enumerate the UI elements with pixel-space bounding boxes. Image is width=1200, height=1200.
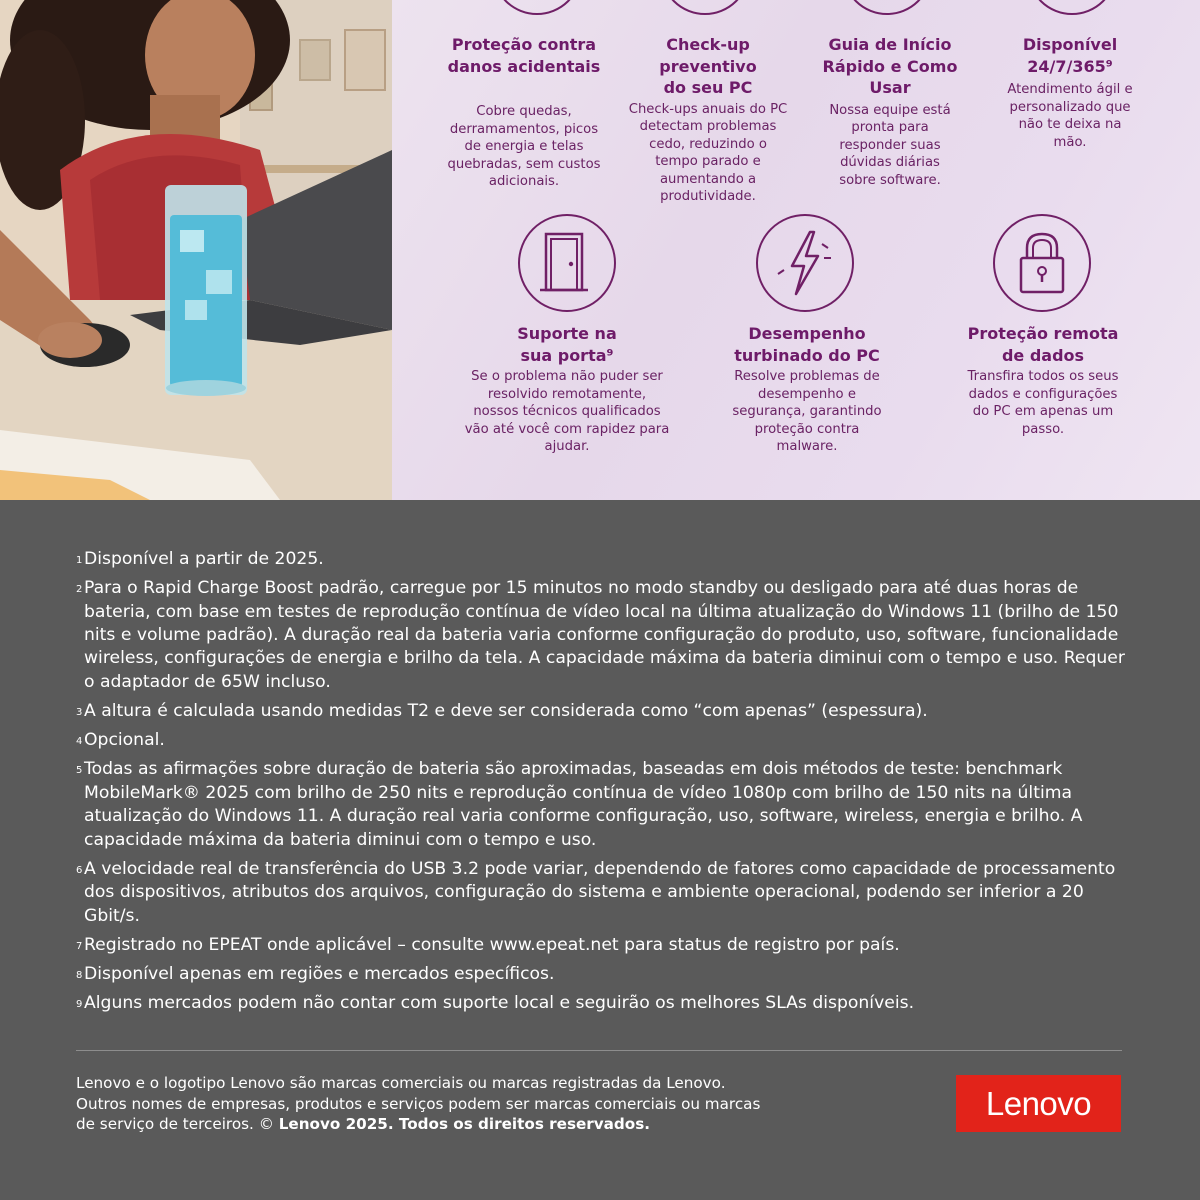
feature-desc: Transfira todos os seus dados e configurações do PC em apenas um passo.	[967, 369, 1119, 437]
footnote-number: 6	[76, 864, 83, 876]
feature-desc: Atendimento ágil e personalizado que não te deixa na mão.	[1007, 82, 1133, 150]
legal-line: Lenovo e o logotipo Lenovo são marcas comerciais ou marcas registradas da Lenovo.	[76, 1074, 726, 1092]
footnote-text: Registrado no EPEAT onde aplicável – consulte www.epeat.net para status de registro por país.	[84, 934, 900, 955]
footnote-number: 3	[76, 707, 83, 719]
feature-title: Guia de Início Rápido e Como Usar	[822, 35, 958, 97]
footnote-number: 4	[76, 736, 83, 748]
footnote-text: Alguns mercados podem não contar com suporte local e seguirão os melhores SLAs disponíveis.	[84, 993, 915, 1014]
footnote	[76, 700, 1136, 723]
logo-text: Lenovo	[985, 1084, 1092, 1122]
footnote	[76, 577, 1136, 694]
legal-line: Outros nomes de empresas, produtos e serviços podem ser marcas comerciais ou marcas	[76, 1094, 761, 1113]
footnotes	[76, 548, 1136, 1021]
footnote-number: 5	[76, 765, 83, 777]
feature-accident-protection	[434, 34, 614, 191]
legal-line-prefix: de serviço de terceiros. ©	[76, 1115, 279, 1134]
services-panel	[392, 0, 1200, 500]
padlock-icon	[993, 214, 1091, 312]
feature-desc: Resolve problemas de desempenho e segurança, garantindo proteção contra malware.	[732, 369, 882, 454]
feature-desc: Check-ups anuais do PC detectam problemas cedo, reduzindo o tempo parado e aumentando a produtividade.	[628, 101, 788, 204]
checkup-icon	[660, 0, 750, 15]
feature-turbo-performance	[716, 323, 898, 456]
hero-photo	[0, 0, 392, 500]
lightning-icon	[756, 214, 854, 312]
feature-desc: Nossa equipe está pronta para responder suas dúvidas diárias sobre software.	[829, 102, 951, 188]
footnote-number: 2	[76, 584, 83, 596]
door-icon	[518, 214, 616, 312]
divider	[76, 1050, 1122, 1051]
feature-title: Disponível 24/7/365⁹	[1022, 35, 1118, 76]
footnote-text: A velocidade real de transferência do USB 3.2 pode variar, dependendo de fatores como capacidade de processamento dos dispositivos, atributos dos arquivos, configuração do sistema e ambiente operacional, podendo ser inferior a 20 Gbit/s.	[84, 858, 1116, 926]
footnote-text: A altura é calculada usando medidas T2 e deve ser considerada como “com apenas” (espessura).	[84, 701, 928, 722]
footnote-number: 8	[76, 970, 83, 982]
feature-desc: Se o problema não puder ser resolvido remotamente, nossos técnicos qualificados vão até você com rapidez para ajudar.	[464, 369, 670, 454]
footnote	[76, 992, 1136, 1015]
footnote-text: Disponível apenas em regiões e mercados específicos.	[84, 964, 555, 985]
footnote-number: 9	[76, 999, 83, 1011]
feature-desc: Cobre quedas, derramamentos, picos de energia e telas quebradas, sem custos adicionais.	[447, 104, 601, 189]
feature-title: Proteção remota de dados	[967, 324, 1119, 365]
footnote-number: 1	[76, 555, 83, 566]
footnote-text: Opcional.	[84, 730, 165, 751]
top-section	[0, 0, 1200, 500]
feature-title: Proteção contra danos acidentais	[447, 35, 601, 76]
feature-support-247	[998, 34, 1142, 151]
footnote-text: Para o Rapid Charge Boost padrão, carregue por 15 minutos no modo standby ou desligado para até duas horas de bateria, com base em testes de reprodução contínua de vídeo local na última atualização do Windows 11 (brilho de 150 nits e volume padrão). A duração real da bateria varia conforme configuração do produto, uso, software, funcionalidade wireless, configurações de energia e brilho da tela. A capacidade máxima da bateria diminui com o tempo e uso. Requer o adaptador de 65W incluso.	[84, 578, 1125, 692]
footnote	[76, 963, 1136, 986]
footnote-text: Disponível a partir de 2025.	[84, 549, 324, 569]
feature-title: Suporte na sua porta⁹	[517, 324, 617, 365]
footnote-number: 7	[76, 940, 83, 952]
footnote	[76, 758, 1136, 852]
quickstart-guide-icon	[842, 0, 932, 15]
feature-remote-data-protection	[954, 323, 1132, 438]
feature-title: Desempenho turbinado do PC	[734, 324, 880, 365]
feature-preventive-checkup	[628, 34, 788, 206]
footnote	[76, 934, 1136, 957]
woman-laptop-illustration	[0, 0, 392, 500]
feature-title: Check-up preventivo do seu PC	[659, 35, 757, 97]
footnote	[76, 729, 1136, 752]
support-247-icon	[1027, 0, 1117, 15]
copyright-bold: Lenovo 2025. Todos os direitos reservados.	[278, 1115, 651, 1134]
footnote	[76, 548, 1136, 571]
legal-notice	[76, 1073, 926, 1135]
footnote-text: Todas as afirmações sobre duração de bateria são aproximadas, baseadas em dois métodos de teste: benchmark MobileMark® 2025 com brilho de 250 nits e reprodução contínua de vídeo 1080p com brilho de 150 nits na última atualização do Windows 11. A duração real varia conforme configuração, uso, software, wireless, energia e brilho. A capacidade máxima da bateria diminui com o tempo e uso.	[84, 759, 1083, 850]
lenovo-logo	[956, 1075, 1121, 1132]
feature-quickstart	[810, 34, 970, 189]
legal-line	[76, 1114, 926, 1135]
footnote	[76, 858, 1136, 928]
accident-protection-icon	[492, 0, 582, 15]
feature-doorstep-support	[464, 323, 670, 456]
